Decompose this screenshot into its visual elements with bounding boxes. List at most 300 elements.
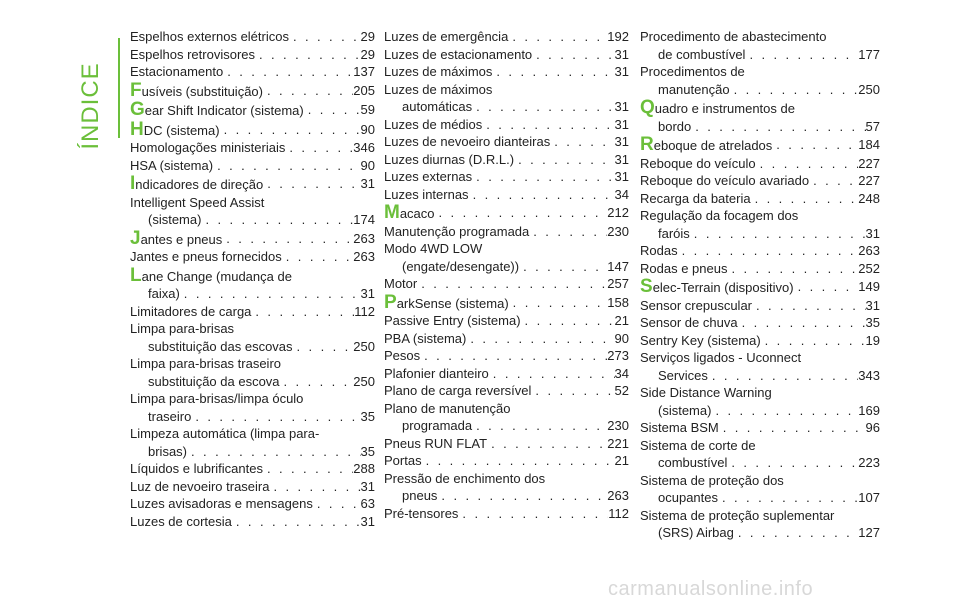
- page-number: 52: [614, 383, 629, 398]
- dot-leader: [293, 338, 354, 356]
- entry-label: Luzes de nevoeiro dianteiras: [384, 134, 551, 149]
- dot-leader: [435, 204, 608, 223]
- dot-leader: [734, 524, 858, 542]
- entry-label: Limpa para-brisas traseiro: [130, 356, 282, 371]
- dot-leader: [213, 157, 360, 175]
- dot-leader: [289, 28, 361, 46]
- index-entry[interactable]: [640, 507, 880, 542]
- index-entry[interactable]: [640, 437, 880, 472]
- page-number: 31: [614, 99, 629, 114]
- page-number: 34: [614, 186, 629, 202]
- page-number: 212: [607, 205, 629, 220]
- dot-leader: [691, 118, 865, 136]
- entry-label: pneus: [402, 488, 438, 503]
- page-number: 31: [360, 286, 375, 301]
- page-number: 35: [360, 408, 375, 424]
- entry-label: Reboque do veículo avariado: [640, 173, 810, 188]
- index-entry[interactable]: [384, 240, 629, 275]
- dot-leader: [532, 46, 614, 64]
- dot-leader: [466, 330, 614, 348]
- page-number: 223: [858, 455, 880, 470]
- dot-leader: [180, 285, 361, 303]
- entry-label: [130, 101, 304, 120]
- letter-initial: L: [130, 264, 142, 286]
- dot-leader: [472, 98, 614, 116]
- entry-label: faixa): [148, 286, 180, 301]
- dot-leader: [458, 505, 608, 523]
- page-number: 273: [607, 348, 629, 363]
- index-entry[interactable]: [384, 452, 629, 470]
- entry-label: Recarga da bateria: [640, 190, 751, 206]
- dot-leader: [223, 63, 353, 81]
- dot-leader: [472, 168, 614, 186]
- dot-leader: [437, 487, 607, 505]
- entry-label: Pressão de enchimento dos: [384, 470, 546, 486]
- index-entry[interactable]: [130, 227, 375, 249]
- dot-leader: [472, 417, 607, 435]
- page-number: 230: [607, 418, 629, 433]
- dot-leader: [417, 275, 607, 293]
- page-number: 29: [360, 29, 375, 44]
- entry-label: (sistema): [148, 212, 202, 227]
- index-entry[interactable]: [384, 81, 629, 116]
- index-entry[interactable]: [130, 194, 375, 229]
- index-entry[interactable]: [130, 495, 375, 513]
- entry-label: Espelhos retrovisores: [130, 46, 255, 62]
- page-number: 31: [614, 46, 629, 62]
- page-number: 31: [360, 513, 375, 529]
- entry-label: ocupantes: [658, 490, 718, 505]
- entry-label: Limpeza automática (limpa para-: [130, 426, 320, 441]
- page-number: 184: [858, 137, 880, 152]
- page-number: 263: [353, 230, 375, 246]
- entry-label: Sensor crepuscular: [640, 297, 752, 313]
- dot-leader: [508, 28, 607, 46]
- entry-label: combustível: [658, 455, 728, 470]
- page-number: 263: [858, 243, 880, 258]
- index-entry[interactable]: [640, 207, 880, 242]
- entry-label: [130, 118, 220, 140]
- page-number: 31: [614, 151, 629, 167]
- entry-label: Rodas e pneus: [640, 260, 728, 276]
- section-divider: [118, 38, 120, 138]
- dot-leader: [727, 260, 858, 278]
- dot-leader: [772, 136, 858, 155]
- entry-label: (engate/desengate)): [402, 258, 520, 274]
- page-number: 31: [614, 169, 629, 184]
- dot-leader: [263, 175, 360, 194]
- entry-label: Passive Entry (sistema): [384, 313, 521, 328]
- section-tab: [78, 38, 106, 174]
- index-entry[interactable]: [384, 291, 629, 313]
- entry-label: Estacionamento: [130, 64, 224, 79]
- entry-label: [130, 79, 263, 101]
- entry-label: Sistema de proteção dos: [640, 472, 784, 488]
- dot-leader: [251, 303, 354, 321]
- index-entry[interactable]: [640, 278, 880, 297]
- index-entry[interactable]: [130, 79, 375, 101]
- letter-initial: R: [640, 134, 654, 155]
- page-number: 263: [353, 249, 375, 264]
- section-title: ÍNDICE: [77, 62, 104, 150]
- entry-label: Sensor de chuva: [640, 315, 738, 330]
- page-number: 250: [858, 81, 880, 97]
- dot-leader: [489, 365, 615, 383]
- page-number: 158: [607, 294, 629, 310]
- index-entry[interactable]: [384, 28, 629, 46]
- entry-label: Jantes e pneus fornecidos: [130, 249, 282, 264]
- entry-label: faróis: [658, 225, 690, 241]
- dot-leader: [751, 190, 859, 208]
- entry-label: Limpa para-brisas: [130, 321, 235, 336]
- dot-leader: [718, 489, 858, 507]
- entry-label: manutenção: [658, 81, 730, 97]
- index-entry[interactable]: [384, 63, 629, 81]
- index-entry[interactable]: [384, 275, 629, 293]
- page-number: 31: [360, 176, 375, 191]
- letter-initial: F: [130, 79, 142, 101]
- dot-leader: [509, 294, 608, 313]
- page-number: 90: [360, 157, 375, 173]
- entry-label: traseiro: [148, 408, 192, 424]
- entry-label: PBA (sistema): [384, 330, 467, 346]
- page-number: 137: [353, 64, 375, 79]
- page-number: 248: [858, 190, 880, 206]
- dot-leader: [222, 230, 353, 249]
- page-number: 127: [858, 525, 880, 540]
- dot-leader: [730, 81, 859, 99]
- entry-label: Luzes externas: [384, 169, 473, 184]
- entry-label: substituição da escova: [148, 373, 280, 389]
- page-number: 90: [360, 121, 375, 137]
- index-entry[interactable]: [640, 155, 880, 173]
- page-number: 57: [865, 118, 880, 134]
- letter-initial: I: [130, 173, 136, 194]
- entry-label: Luzes avisadoras e mensagens: [130, 496, 313, 511]
- entry-label: Plano de manutenção: [384, 400, 511, 416]
- entry-label: Luzes de médios: [384, 116, 483, 132]
- index-entry[interactable]: [130, 320, 375, 355]
- page-number: 31: [360, 478, 375, 494]
- entry-label: Modo 4WD LOW: [384, 241, 483, 256]
- index-entry[interactable]: [130, 390, 375, 425]
- watermark: carmanualsonline.info: [608, 578, 814, 600]
- dot-leader: [482, 116, 614, 134]
- index-column-2: [384, 28, 629, 522]
- entry-label: Sistema de proteção suplementar: [640, 507, 835, 523]
- page-number: 19: [865, 332, 880, 348]
- entry-label-text: acaco: [399, 206, 435, 221]
- entry-label: Luzes de cortesia: [130, 513, 232, 529]
- index-entry[interactable]: [130, 513, 375, 531]
- dot-leader: [220, 121, 361, 140]
- page-number: 31: [865, 225, 880, 241]
- index-entry[interactable]: [384, 186, 629, 204]
- entry-label: Luzes internas: [384, 186, 469, 202]
- index-entry[interactable]: [640, 136, 880, 155]
- entry-label: Luzes diurnas (D.R.L.): [384, 151, 515, 167]
- dot-leader: [469, 186, 615, 204]
- entry-label-text: eboque de atrelados: [653, 138, 773, 153]
- entry-label: Limpa para-brisas/limpa óculo: [130, 391, 304, 406]
- entry-label: Reboque do veículo: [640, 155, 756, 171]
- index-entry[interactable]: [130, 157, 375, 175]
- index-entry[interactable]: [384, 505, 629, 523]
- page-number: 250: [353, 338, 375, 354]
- entry-label: [640, 99, 795, 118]
- dot-leader: [280, 373, 354, 391]
- page-number: 31: [614, 116, 629, 132]
- entry-label: (sistema): [658, 402, 712, 418]
- letter-initial: H: [130, 118, 144, 140]
- index-entry[interactable]: [130, 139, 375, 157]
- index-entry[interactable]: [384, 133, 629, 151]
- dot-leader: [420, 347, 607, 365]
- entry-label: Limitadores de carga: [130, 303, 252, 319]
- index-entry[interactable]: [384, 400, 629, 435]
- entry-label: Plano de carga reversível: [384, 383, 532, 398]
- entry-label-text: antes e pneus: [140, 231, 223, 247]
- entry-label: [130, 227, 223, 249]
- page-number: 252: [858, 260, 880, 276]
- entry-label: Intelligent Speed Assist: [130, 194, 265, 210]
- page-number: 29: [360, 46, 375, 62]
- entry-label: Plafonier dianteiro: [384, 365, 489, 381]
- index-column-1: [130, 28, 375, 530]
- entry-label: Luzes de máximos: [384, 81, 493, 97]
- dot-leader: [752, 297, 866, 315]
- dot-leader: [191, 408, 360, 426]
- dot-leader: [282, 248, 354, 266]
- entry-label: automáticas: [402, 99, 473, 114]
- index-entry[interactable]: [130, 63, 375, 81]
- page-number: 257: [607, 276, 629, 291]
- page-number: 205: [353, 82, 375, 98]
- index-entry[interactable]: [640, 99, 880, 135]
- index-column-3: [640, 28, 880, 542]
- entry-label-text: DC (sistema): [143, 122, 220, 138]
- index-entry[interactable]: [130, 303, 375, 321]
- entry-label: Regulação da focagem dos: [640, 208, 799, 223]
- dot-leader: [761, 332, 866, 350]
- index-entry[interactable]: [130, 425, 375, 460]
- index-entry[interactable]: [130, 264, 375, 303]
- entry-label: Homologações ministeriais: [130, 140, 286, 155]
- entry-label: [130, 175, 263, 194]
- letter-initial: S: [640, 276, 653, 297]
- page-number: 31: [614, 134, 629, 149]
- dot-leader: [492, 63, 614, 81]
- page-number: 31: [865, 297, 880, 313]
- page-number: 169: [858, 402, 880, 418]
- entry-label-text: elec-Terrain (dispositivo): [652, 280, 794, 295]
- page-number: 59: [360, 102, 375, 117]
- entry-label: Sentry Key (sistema): [640, 332, 761, 348]
- index-entry[interactable]: [384, 365, 629, 383]
- dot-leader: [232, 513, 361, 531]
- dot-leader: [519, 258, 607, 276]
- dot-leader: [727, 454, 858, 472]
- entry-label: Luzes de estacionamento: [384, 46, 533, 62]
- entry-label: bordo: [658, 118, 692, 134]
- dot-leader: [529, 223, 607, 241]
- entry-label: Luzes de emergência: [384, 29, 509, 44]
- index-entry[interactable]: [130, 355, 375, 390]
- dot-leader: [550, 133, 614, 151]
- page-number: 288: [353, 461, 375, 476]
- entry-label-text: usíveis (substituição): [141, 83, 263, 99]
- entry-label-text: ear Shift Indicator (sistema): [144, 103, 304, 118]
- entry-label: Pré-tensores: [384, 505, 459, 521]
- index-entry[interactable]: [130, 101, 375, 120]
- page-number: 177: [858, 46, 880, 62]
- index-entry[interactable]: [130, 460, 375, 478]
- entry-label: [640, 278, 794, 297]
- index-entry[interactable]: [640, 242, 880, 260]
- entry-label: Motor: [384, 276, 418, 291]
- page-number: 21: [614, 453, 629, 468]
- index-entry[interactable]: [384, 46, 629, 64]
- entry-label: Sistema BSM: [640, 420, 719, 435]
- entry-label-text: ndicadores de direção: [135, 177, 264, 192]
- index-entry[interactable]: [384, 330, 629, 348]
- index-entry[interactable]: [130, 248, 375, 266]
- page-number: 149: [858, 279, 880, 294]
- index-entry[interactable]: [384, 116, 629, 134]
- entry-label: programada: [402, 418, 473, 433]
- dot-leader: [756, 155, 859, 173]
- page-number: 35: [360, 443, 375, 459]
- index-entry[interactable]: [640, 384, 880, 419]
- index-entry[interactable]: [384, 347, 629, 365]
- page-number: 227: [858, 173, 880, 188]
- index-entry[interactable]: [640, 297, 880, 315]
- page-number: 112: [608, 505, 629, 521]
- index-entry[interactable]: [384, 204, 629, 223]
- dot-leader: [809, 172, 858, 190]
- index-entry[interactable]: [384, 312, 629, 330]
- index-entry[interactable]: [384, 168, 629, 186]
- entry-label: [384, 204, 435, 223]
- entry-label: HSA (sistema): [130, 157, 214, 173]
- dot-leader: [690, 225, 866, 243]
- dot-leader: [711, 402, 858, 420]
- dot-leader: [794, 278, 859, 297]
- page-number: 63: [360, 496, 375, 511]
- entry-label-text: ane Change (mudança de: [141, 268, 292, 284]
- page-number: 107: [858, 490, 880, 505]
- entry-label: Pneus RUN FLAT: [384, 435, 488, 451]
- entry-label-text: uadro e instrumentos de: [654, 101, 795, 116]
- index-entry[interactable]: [640, 349, 880, 384]
- index-entry[interactable]: [384, 382, 629, 400]
- entry-label: [640, 136, 772, 155]
- page-number: 21: [614, 313, 629, 328]
- index-entry[interactable]: [130, 118, 375, 140]
- entry-label: Luz de nevoeiro traseira: [130, 478, 270, 494]
- entry-label: [384, 291, 509, 313]
- entry-label: Procedimento de abastecimento: [640, 29, 827, 44]
- index-entry[interactable]: [130, 175, 375, 194]
- letter-initial: P: [384, 291, 397, 313]
- index-entry[interactable]: [640, 314, 880, 332]
- letter-initial: M: [384, 202, 400, 223]
- dot-leader: [531, 382, 614, 400]
- index-entry[interactable]: [640, 190, 880, 208]
- page-number: 230: [607, 223, 629, 239]
- entry-label: (SRS) Airbag: [658, 525, 734, 540]
- index-entry[interactable]: [384, 151, 629, 169]
- index-entry[interactable]: [384, 470, 629, 505]
- page-number: 346: [353, 140, 375, 155]
- page-number: 343: [858, 367, 880, 383]
- dot-leader: [269, 478, 360, 496]
- page-number: 174: [353, 212, 375, 227]
- index-entry[interactable]: [640, 172, 880, 190]
- index-entry[interactable]: [384, 223, 629, 241]
- entry-label: Serviços ligados - Uconnect: [640, 350, 802, 365]
- page-number: 250: [353, 373, 375, 389]
- page-number: 227: [858, 155, 880, 171]
- index-entry[interactable]: [640, 260, 880, 278]
- letter-initial: J: [130, 227, 141, 249]
- dot-leader: [708, 367, 858, 385]
- entry-label: Manutenção programada: [384, 223, 530, 239]
- index-entry[interactable]: [384, 435, 629, 453]
- index-entry[interactable]: [640, 419, 880, 437]
- entry-label: Side Distance Warning: [640, 385, 772, 400]
- dot-leader: [255, 46, 361, 64]
- dot-leader: [514, 151, 614, 169]
- entry-label: Espelhos externos elétricos: [130, 29, 289, 44]
- page-number: 34: [614, 365, 629, 381]
- page-number: 112: [354, 303, 375, 319]
- letter-initial: G: [130, 99, 145, 120]
- page-number: 96: [865, 420, 880, 435]
- dot-leader: [422, 452, 615, 470]
- entry-label: Sistema de corte de: [640, 437, 756, 453]
- index-entry[interactable]: [640, 63, 880, 98]
- page-number: 90: [614, 330, 629, 346]
- entry-label-text: arkSense (sistema): [396, 295, 509, 311]
- entry-label: [130, 264, 292, 286]
- index-entry[interactable]: [640, 332, 880, 350]
- index-entry[interactable]: [130, 46, 375, 64]
- index-entry[interactable]: [130, 478, 375, 496]
- dot-leader: [521, 312, 615, 330]
- entry-label: Rodas: [640, 243, 678, 258]
- entry-label: Procedimentos de: [640, 64, 745, 79]
- dot-leader: [313, 495, 361, 513]
- letter-initial: Q: [640, 97, 655, 118]
- entry-label: substituição das escovas: [148, 338, 293, 354]
- page-number: 192: [607, 29, 629, 44]
- page-number: 35: [865, 315, 880, 330]
- page-number: 221: [607, 435, 629, 451]
- index-entry[interactable]: [640, 28, 880, 63]
- entry-label: Luzes de máximos: [384, 64, 493, 79]
- dot-leader: [187, 443, 361, 461]
- dot-leader: [201, 211, 353, 229]
- index-entry[interactable]: [130, 28, 375, 46]
- entry-label: brisas): [148, 443, 188, 459]
- dot-leader: [745, 46, 858, 64]
- dot-leader: [719, 419, 866, 437]
- index-entry[interactable]: [640, 472, 880, 507]
- dot-leader: [738, 314, 866, 332]
- page-number: 263: [607, 488, 629, 503]
- dot-leader: [263, 460, 353, 478]
